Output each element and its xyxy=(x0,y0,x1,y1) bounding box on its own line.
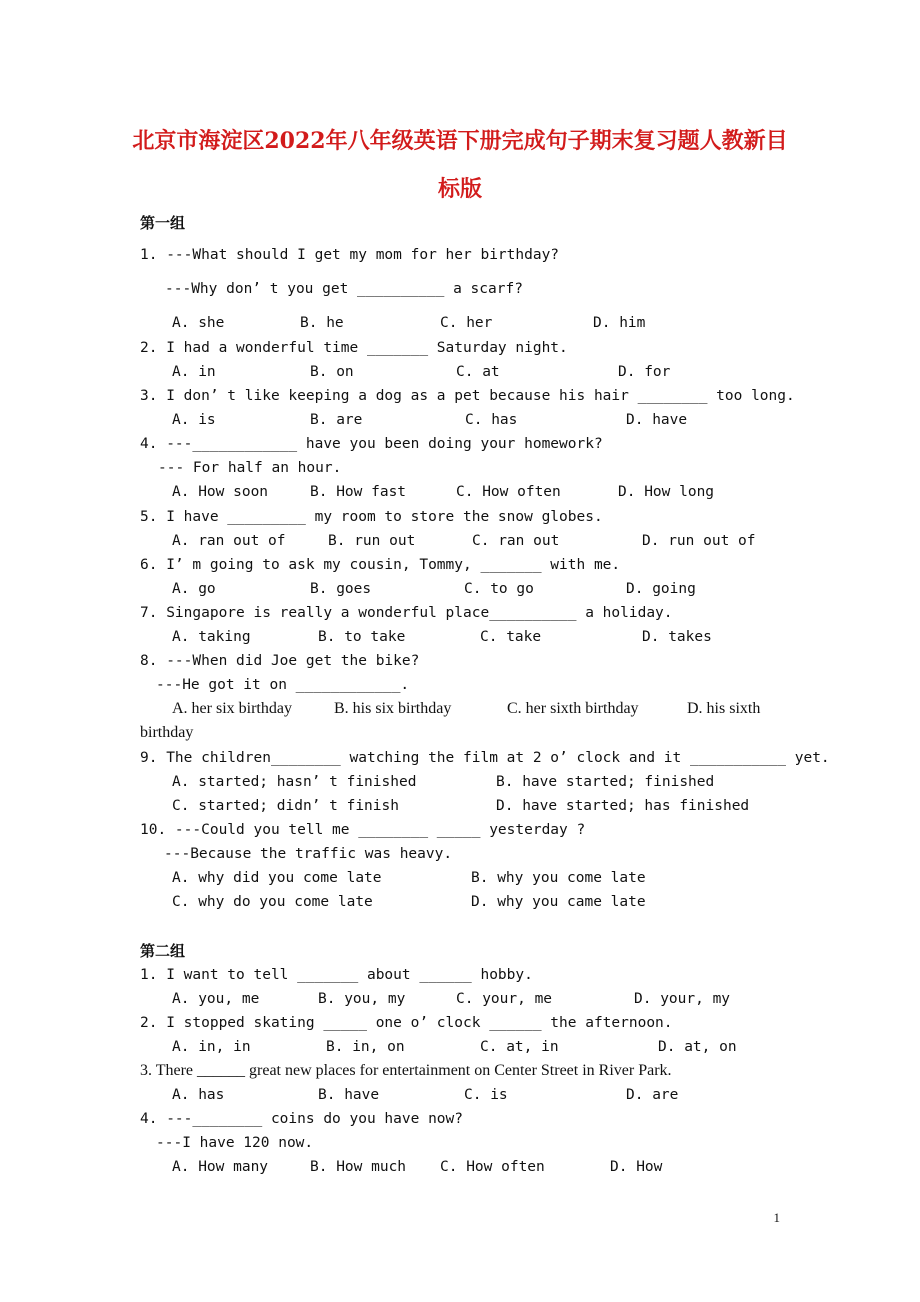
g1-q1-line2: ---Why don’ t you get __________ a scarf? xyxy=(165,281,523,297)
g2-q3-option-a: A. has xyxy=(172,1087,225,1103)
g1-q8-option-a: A. her six birthday xyxy=(172,700,292,717)
g2-q4-line2: ---I have 120 now. xyxy=(156,1135,314,1151)
g1-q3-option-b: B. are xyxy=(310,412,363,428)
g1-q8-line1: 8. ---When did Joe get the bike? xyxy=(140,653,420,669)
g1-q6-option-b: B. goes xyxy=(310,581,372,597)
g1-q8-option-c: C. her sixth birthday xyxy=(507,700,639,717)
g1-q1-option-d: D. him xyxy=(593,315,646,331)
g1-q9-option-d: D. have started; has finished xyxy=(496,798,750,814)
g1-q3-option-d: D. have xyxy=(626,412,688,428)
g1-q7-line1: 7. Singapore is really a wonderful place__________ a holiday. xyxy=(140,605,673,621)
g1-q1-option-c: C. her xyxy=(440,315,493,331)
g1-q3-option-a: A. is xyxy=(172,412,216,428)
g1-q4-option-a: A. How soon xyxy=(172,484,269,500)
g1-q5-option-d: D. run out of xyxy=(642,533,756,549)
g1-q1-line1: 1. ---What should I get my mom for her birthday? xyxy=(140,247,560,263)
g1-q9-option-b: B. have started; finished xyxy=(496,774,715,790)
document-title-line2: 标版 xyxy=(437,176,482,202)
g1-q2-option-b: B. on xyxy=(310,364,354,380)
g1-q6-option-a: A. go xyxy=(172,581,216,597)
g1-q7-option-c: C. take xyxy=(480,629,542,645)
g1-q9-line1: 9. The children________ watching the film at 2 o’ clock and it ___________ yet. xyxy=(140,750,830,766)
g1-q5-option-c: C. ran out xyxy=(472,533,560,549)
g1-q9-option-a: A. started; hasn’ t finished xyxy=(172,774,417,790)
g1-q6-option-c: C. to go xyxy=(464,581,534,597)
g1-q2-option-a: A. in xyxy=(172,364,216,380)
g2-q2-option-b: B. in, on xyxy=(326,1039,405,1055)
g1-q10-option-c: C. why do you come late xyxy=(172,894,373,910)
g1-q3-line1: 3. I don’ t like keeping a dog as a pet because his hair ________ too long. xyxy=(140,388,795,404)
g1-q5-option-b: B. run out xyxy=(328,533,416,549)
g2-q1-option-a: A. you, me xyxy=(172,991,260,1007)
g2-q4-option-b: B. How much xyxy=(310,1159,407,1175)
g1-q7-option-a: A. taking xyxy=(172,629,251,645)
g1-q7-option-b: B. to take xyxy=(318,629,406,645)
group1-heading: 第一组 xyxy=(140,214,186,232)
g1-q8-option-d: D. his sixth xyxy=(687,700,761,717)
g1-q8-line2: ---He got it on ____________. xyxy=(156,677,410,693)
g1-q2-option-c: C. at xyxy=(456,364,500,380)
g1-q5-option-a: A. ran out of xyxy=(172,533,286,549)
g1-q8-option-b: B. his six birthday xyxy=(334,700,452,717)
g2-q1-option-b: B. you, my xyxy=(318,991,406,1007)
g2-q4-option-c: C. How often xyxy=(440,1159,545,1175)
g2-q2-option-d: D. at, on xyxy=(658,1039,737,1055)
document-title-line1: 北京市海淀区2022年八年级英语下册完成句子期末复习题人教新目 xyxy=(132,128,788,154)
g1-q8-option-d-wrap: birthday xyxy=(140,724,194,741)
g2-q3-option-b: B. have xyxy=(318,1087,380,1103)
g1-q7-option-d: D. takes xyxy=(642,629,712,645)
g1-q10-option-b: B. why you come late xyxy=(471,870,646,886)
g2-q4-line1: 4. ---________ coins do you have now? xyxy=(140,1111,464,1127)
g2-q2-line1: 2. I stopped skating _____ one o’ clock ______ the afternoon. xyxy=(140,1015,673,1031)
g2-q4-option-a: A. How many xyxy=(172,1159,269,1175)
group2-heading: 第二组 xyxy=(140,942,186,960)
g1-q10-line2: ---Because the traffic was heavy. xyxy=(164,846,453,862)
g1-q3-option-c: C. has xyxy=(465,412,518,428)
g2-q3-option-d: D. are xyxy=(626,1087,679,1103)
g1-q5-line1: 5. I have _________ my room to store the snow globes. xyxy=(140,509,603,525)
g1-q2-line1: 2. I had a wonderful time _______ Saturday night. xyxy=(140,340,568,356)
g1-q4-option-c: C. How often xyxy=(456,484,561,500)
g2-q4-option-d: D. How xyxy=(610,1159,663,1175)
page-number: 1 xyxy=(773,1210,780,1225)
g1-q4-line2: --- For half an hour. xyxy=(158,460,342,476)
g2-q3-option-c: C. is xyxy=(464,1087,508,1103)
g1-q10-option-a: A. why did you come late xyxy=(172,870,382,886)
g1-q10-option-d: D. why you came late xyxy=(471,894,646,910)
g2-q1-option-d: D. your, my xyxy=(634,991,731,1007)
g1-q6-option-d: D. going xyxy=(626,581,696,597)
g2-q1-option-c: C. your, me xyxy=(456,991,553,1007)
g1-q4-option-b: B. How fast xyxy=(310,484,407,500)
g1-q9-option-c: C. started; didn’ t finish xyxy=(172,798,399,814)
g2-q3-line1: 3. There ______ great new places for entertainment on Center Street in River Park. xyxy=(140,1062,672,1079)
g2-q2-option-a: A. in, in xyxy=(172,1039,251,1055)
g2-q2-option-c: C. at, in xyxy=(480,1039,559,1055)
g1-q1-option-b: B. he xyxy=(300,315,344,331)
g1-q10-line1: 10. ---Could you tell me ________ _____ yesterday ? xyxy=(140,822,586,838)
g1-q4-option-d: D. How long xyxy=(618,484,715,500)
g1-q2-option-d: D. for xyxy=(618,364,671,380)
g1-q1-option-a: A. she xyxy=(172,315,225,331)
g2-q1-line1: 1. I want to tell _______ about ______ hobby. xyxy=(140,967,533,983)
g1-q6-line1: 6. I’ m going to ask my cousin, Tommy, _______ with me. xyxy=(140,557,621,573)
g1-q4-line1: 4. ---____________ have you been doing your homework? xyxy=(140,436,603,452)
